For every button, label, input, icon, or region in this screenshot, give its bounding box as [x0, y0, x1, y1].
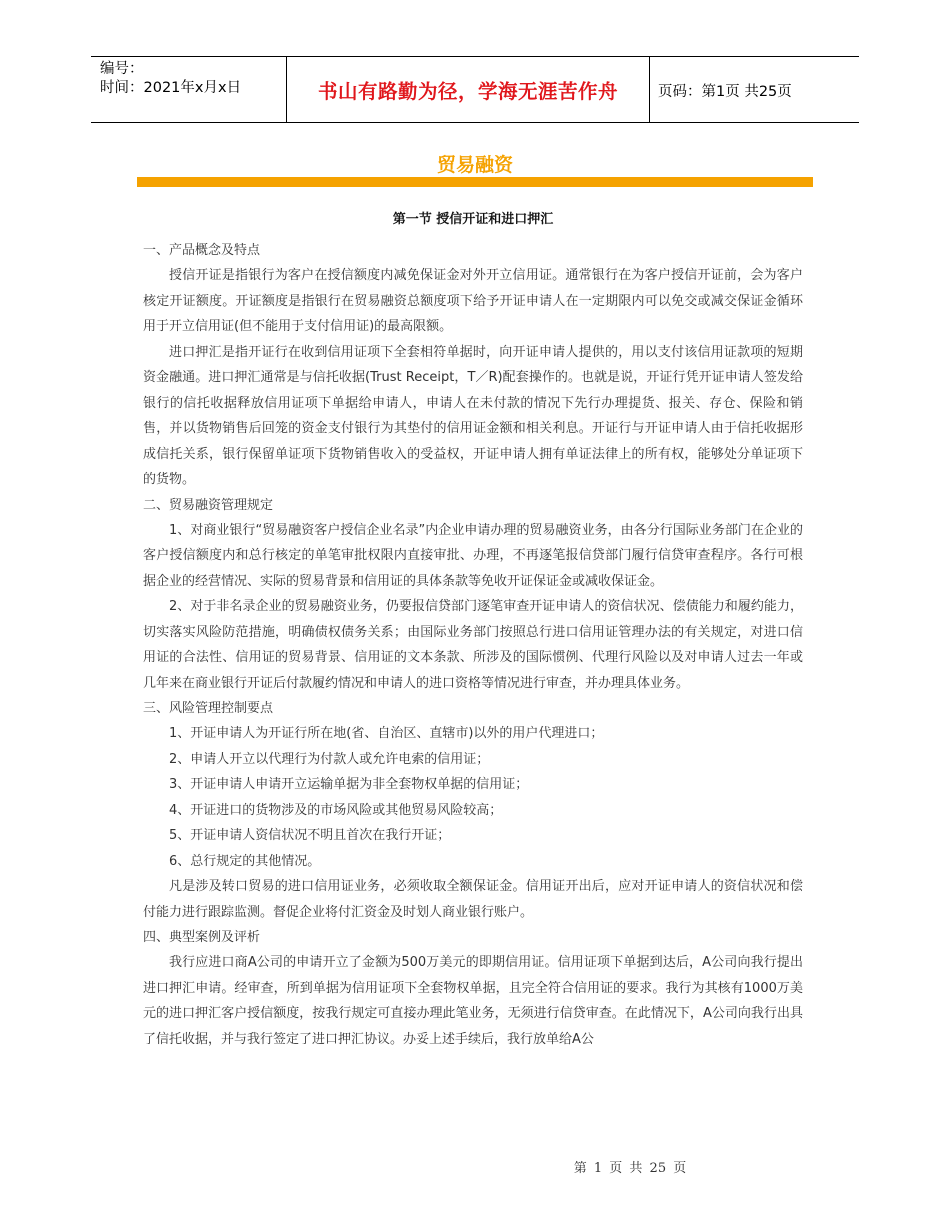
header-bottom-rule	[91, 122, 859, 123]
list-item: 6、总行规定的其他情况。	[169, 853, 321, 869]
body-paragraph: 2、对于非名录企业的贸易融资业务，仍要报信贷部门逐笔审查开证申请人的资信状况、偿债能力和履约能力，切实落实风险防范措施，明确债权债务关系；由国际业务部门按照总行进口信用证管理办法的有关规定，对进口信用证的合法性、信用证的贸易背景、信用证的文本条款、所涉及的国际惯例、代理行风险以及对申请人过去一年或几年来在商业银行开证后付款履约情况和申请人的进口资格等情况进行审查，并办理具体业务。	[143, 599, 803, 691]
footer-page-number: 第 1 页 共 25 页	[573, 1161, 687, 1176]
header-divider-right	[649, 56, 650, 122]
section-title: 第一节 授信开证和进口押汇	[392, 212, 554, 227]
header-motto: 书山有路勤为径，学海无涯苦作舟	[317, 80, 618, 103]
body-paragraph: 授信开证是指银行为客户在授信额度内减免保证金对外开立信用证。通常银行在为客户授信开证前，会为客户核定开证额度。开证额度是指银行在贸易融资总额度项下给予开证申请人在一定期限内可以免交或减交保证金循环用于开立信用证(但不能用于支付信用证)的最高限额。	[143, 268, 803, 334]
list-item: 3、开证申请人申请开立运输单据为非全套物权单据的信用证；	[169, 777, 529, 792]
list-item: 5、开证申请人资信状况不明且首次在我行开证；	[169, 828, 451, 843]
document-title: 贸易融资	[436, 154, 513, 176]
document-body	[143, 210, 803, 1052]
list-item: 2、申请人开立以代理行为付款人或允许电索的信用证；	[169, 751, 490, 767]
body-paragraph: 凡是涉及转口贸易的进口信用证业务，必须收取全额保证金。信用证开出后，应对开证申请人的资信状况和偿付能力进行跟踪监测。督促企业将付汇资金及时划人商业银行账户。	[143, 879, 803, 920]
section-heading: 二、贸易融资管理规定	[143, 497, 274, 513]
header-page-code: 页码：第1页 共25页	[658, 84, 792, 100]
body-paragraph: 进口押汇是指开证行在收到信用证项下全套相符单据时，向开证申请人提供的，用以支付该信用证款项的短期资金融通。进口押汇通常是与信托收据(Trust Receipt，T／R)配套操作的。也就是说，开证行凭开证申请人签发给银行的信托收据释放信用证项下单据给申请人，申请人在未付款的情况下先行办理提货、报关、存仓、保险和销售，并以货物销售后回笼的资金支付银行为其垫付的信用证金额和相关利息。开证行与开证申请人由于信托收据形成信托关系，银行保留单证项下货物销售收入的受益权，开证申请人拥有单证法律上的所有权，能够处分单证项下的货物。	[143, 344, 803, 487]
body-paragraph: 1、对商业银行“贸易融资客户授信企业名录”内企业申请办理的贸易融资业务，由各分行国际业务部门在企业的客户授信额度内和总行核定的单笔审批权限内直接审批、办理，不再逐笔报信贷部门履行信贷审查程序。各行可根据企业的经营情况、实际的贸易背景和信用证的具体条款等免收开证保证金或减收保证金。	[143, 522, 803, 589]
page-footer	[0, 1157, 950, 1176]
section-heading: 一、产品概念及特点	[143, 243, 261, 258]
title-underline-bar	[137, 177, 813, 187]
body-paragraph: 我行应进口商A公司的申请开立了金额为500万美元的即期信用证。信用证项下单据到达后，A公司向我行提出进口押汇申请。经审查，所到单据为信用证项下全套物权单据，且完全符合信用证的要求。我行为其核有1000万美元的进口押汇客户授信额度，按我行规定可直接办理此笔业务，无须进行信贷审查。在此情况下，A公司向我行出具了信托收据，并与我行签定了进口押汇协议。办妥上述手续后，我行放单给A公	[143, 955, 803, 1047]
content-blocks	[143, 238, 803, 1052]
section-heading: 四、典型案例及评析	[143, 930, 261, 945]
header-top-rule	[91, 56, 859, 57]
document-time-label: 时间：2021年x月x日	[100, 80, 242, 96]
list-item: 1、开证申请人为开证行所在地(省、自治区、直辖市)以外的用户代理进口；	[169, 726, 604, 741]
section-heading: 三、风险管理控制要点	[143, 701, 274, 716]
header-divider-left	[286, 56, 287, 122]
header-meta	[100, 60, 241, 98]
list-item: 4、开证进口的货物涉及的市场风险或其他贸易风险较高；	[169, 802, 503, 818]
document-number-label: 编号：	[100, 61, 144, 77]
